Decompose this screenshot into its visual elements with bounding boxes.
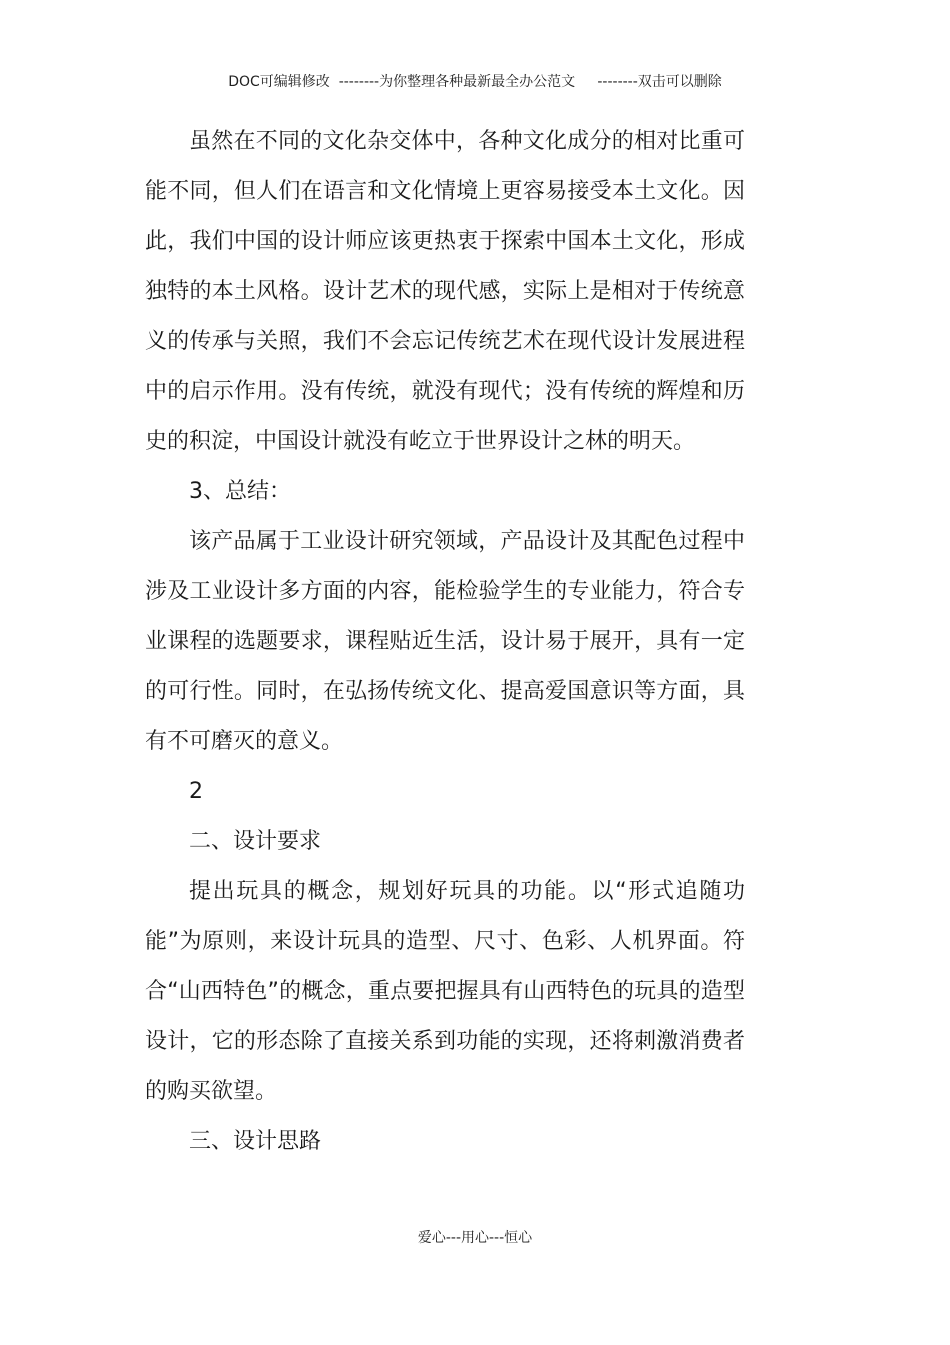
heading-design-approach: 三、设计思路 — [189, 1129, 322, 1154]
paragraph-summary: 该产品属于工业设计研究领域，产品设计及其配色过程中涉及工业设计多方面的内容，能检验学生的专业能力，符合专业课程的选题要求，课程贴近生活，设计易于展开，具有一定的可行性。同时，在弘扬传统文化、提高爱国意识等方面，具有不可磨灭的意义。 — [145, 529, 745, 754]
page-header: DOC可编辑修改 --------为你整理各种最新最全办公范文 --------双击可以删除 — [228, 74, 722, 90]
heading-design-requirements: 二、设计要求 — [189, 829, 322, 854]
paragraph-design-requirements: 提出玩具的概念，规划好玩具的功能。以“形式追随功能”为原则，来设计玩具的造型、尺寸、色彩、人机界面。符合“山西特色”的概念，重点要把握具有山西特色的玩具的造型设计，它的形态除了直接关系到功能的实现，还将刺激消费者的购买欲望。 — [145, 879, 746, 1104]
section-number: 2 — [189, 779, 203, 804]
paragraph-local-culture: 虽然在不同的文化杂交体中，各种文化成分的相对比重可能不同，但人们在语言和文化情境上更容易接受本土文化。因此，我们中国的设计师应该更热衷于探索中国本土文化，形成独特的本土风格。设计艺术的现代感，实际上是相对于传统意义的传承与关照，我们不会忘记传统艺术在现代设计发展进程中的启示作用。没有传统，就没有现代；没有传统的辉煌和历史的积淀，中国设计就没有屹立于世界设计之林的明天。 — [145, 129, 745, 454]
heading-summary: 3、总结： — [189, 479, 291, 504]
page-footer: 爱心---用心---恒心 — [417, 1230, 533, 1246]
document-body — [145, 117, 745, 1167]
